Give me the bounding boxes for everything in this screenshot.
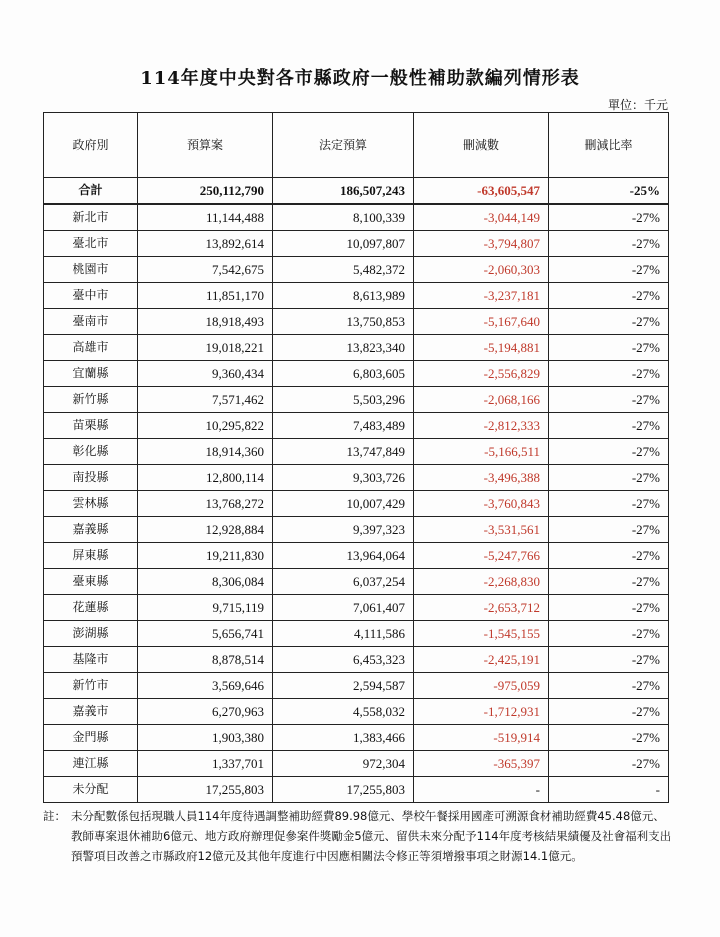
table-row (44, 309, 669, 335)
header-row (44, 113, 669, 178)
table-row (44, 491, 669, 517)
table-row (44, 361, 669, 387)
row-name: 嘉義縣 (44, 517, 138, 543)
row-cut: -2,068,166 (414, 387, 549, 413)
row-name: 澎湖縣 (44, 621, 138, 647)
header-cut: 刪減數 (414, 113, 549, 178)
row-proposed: 1,337,701 (138, 751, 273, 777)
row-name: 臺南市 (44, 309, 138, 335)
row-cut: -2,812,333 (414, 413, 549, 439)
row-ratio: -27% (549, 335, 669, 361)
row-name: 未分配 (44, 777, 138, 803)
row-ratio: -27% (549, 387, 669, 413)
row-cut: -3,794,807 (414, 231, 549, 257)
row-cut: -975,059 (414, 673, 549, 699)
row-statutory: 13,964,064 (273, 543, 414, 569)
row-cut: -3,760,843 (414, 491, 549, 517)
row-name: 嘉義市 (44, 699, 138, 725)
row-ratio: -27% (549, 725, 669, 751)
row-ratio: -27% (549, 257, 669, 283)
table-row (44, 699, 669, 725)
total-cut: -63,605,547 (414, 178, 549, 205)
row-name: 雲林縣 (44, 491, 138, 517)
table-row (44, 647, 669, 673)
row-statutory: 7,061,407 (273, 595, 414, 621)
row-statutory: 17,255,803 (273, 777, 414, 803)
row-name: 桃園市 (44, 257, 138, 283)
row-name: 苗栗縣 (44, 413, 138, 439)
row-statutory: 9,303,726 (273, 465, 414, 491)
footnote-label: 註： (43, 809, 66, 823)
row-name: 高雄市 (44, 335, 138, 361)
row-statutory: 5,503,296 (273, 387, 414, 413)
row-ratio: -27% (549, 413, 669, 439)
table-row (44, 204, 669, 231)
row-proposed: 7,542,675 (138, 257, 273, 283)
table-row (44, 439, 669, 465)
row-ratio: -27% (549, 309, 669, 335)
table-row (44, 283, 669, 309)
row-proposed: 9,360,434 (138, 361, 273, 387)
row-proposed: 1,903,380 (138, 725, 273, 751)
table-row (44, 387, 669, 413)
row-statutory: 13,747,849 (273, 439, 414, 465)
table-row (44, 413, 669, 439)
table-row (44, 335, 669, 361)
row-cut: -3,496,388 (414, 465, 549, 491)
row-name: 金門縣 (44, 725, 138, 751)
row-name: 新竹市 (44, 673, 138, 699)
row-statutory: 8,100,339 (273, 204, 414, 231)
row-ratio: -27% (549, 543, 669, 569)
row-ratio: -27% (549, 595, 669, 621)
row-statutory: 13,823,340 (273, 335, 414, 361)
row-statutory: 10,007,429 (273, 491, 414, 517)
row-statutory: 1,383,466 (273, 725, 414, 751)
table-header (44, 113, 669, 178)
total-ratio: -25% (549, 178, 669, 205)
row-name: 屏東縣 (44, 543, 138, 569)
row-ratio: -27% (549, 491, 669, 517)
row-proposed: 13,892,614 (138, 231, 273, 257)
row-statutory: 7,483,489 (273, 413, 414, 439)
row-statutory: 6,037,254 (273, 569, 414, 595)
row-statutory: 6,803,605 (273, 361, 414, 387)
row-cut: -2,653,712 (414, 595, 549, 621)
row-proposed: 12,928,884 (138, 517, 273, 543)
row-statutory: 972,304 (273, 751, 414, 777)
row-proposed: 6,270,963 (138, 699, 273, 725)
row-ratio: -27% (549, 621, 669, 647)
row-proposed: 18,914,360 (138, 439, 273, 465)
footnote-text: 未分配數係包括現職人員114年度待遇調整補助經費89.98億元、學校午餐採用國產可溯源食材補助經費45.48億元、教師專案退休補助6億元、地方政府辦理促參案件獎勵金5億元、留供未來分配予114年度考核結果績優及社會福利支出預警項目改善之市縣政府12億元及其他年度進行中因應相關法令修正等須增撥事項之財源14.1億元。 (71, 809, 672, 863)
row-statutory: 8,613,989 (273, 283, 414, 309)
row-cut: -2,556,829 (414, 361, 549, 387)
row-name: 花蓮縣 (44, 595, 138, 621)
row-statutory: 4,558,032 (273, 699, 414, 725)
row-name: 彰化縣 (44, 439, 138, 465)
table-row (44, 595, 669, 621)
row-cut: -2,268,830 (414, 569, 549, 595)
row-proposed: 12,800,114 (138, 465, 273, 491)
unit-label: 單位：千元 (607, 98, 668, 112)
row-cut: -2,425,191 (414, 647, 549, 673)
budget-table (43, 112, 669, 803)
row-name: 連江縣 (44, 751, 138, 777)
row-ratio: -27% (549, 361, 669, 387)
table-row (44, 231, 669, 257)
table-row (44, 257, 669, 283)
row-proposed: 18,918,493 (138, 309, 273, 335)
row-ratio: -27% (549, 751, 669, 777)
row-name: 臺中市 (44, 283, 138, 309)
row-cut: -3,531,561 (414, 517, 549, 543)
row-name: 基隆市 (44, 647, 138, 673)
row-cut: -3,044,149 (414, 204, 549, 231)
total-proposed: 250,112,790 (138, 178, 273, 205)
row-cut: -519,914 (414, 725, 549, 751)
table-row (44, 751, 669, 777)
row-cut: -3,237,181 (414, 283, 549, 309)
table-row (44, 673, 669, 699)
row-proposed: 9,715,119 (138, 595, 273, 621)
row-name: 南投縣 (44, 465, 138, 491)
row-proposed: 13,768,272 (138, 491, 273, 517)
table-body (44, 178, 669, 803)
table-row (44, 517, 669, 543)
row-proposed: 8,306,084 (138, 569, 273, 595)
row-name: 宜蘭縣 (44, 361, 138, 387)
table-row (44, 621, 669, 647)
row-name: 臺東縣 (44, 569, 138, 595)
row-proposed: 10,295,822 (138, 413, 273, 439)
row-statutory: 5,482,372 (273, 257, 414, 283)
row-ratio: -27% (549, 204, 669, 231)
row-statutory: 6,453,323 (273, 647, 414, 673)
total-name: 合計 (44, 178, 138, 205)
table-row (44, 725, 669, 751)
row-ratio: -27% (549, 283, 669, 309)
row-cut: -5,167,640 (414, 309, 549, 335)
row-cut: -5,194,881 (414, 335, 549, 361)
row-proposed: 19,211,830 (138, 543, 273, 569)
row-cut: -2,060,303 (414, 257, 549, 283)
row-proposed: 11,851,170 (138, 283, 273, 309)
row-ratio: -27% (549, 647, 669, 673)
table-row (44, 543, 669, 569)
total-row (44, 178, 669, 205)
row-ratio: -27% (549, 517, 669, 543)
row-proposed: 5,656,741 (138, 621, 273, 647)
row-ratio: -27% (549, 699, 669, 725)
row-statutory: 4,111,586 (273, 621, 414, 647)
total-statutory: 186,507,243 (273, 178, 414, 205)
row-name: 新北市 (44, 204, 138, 231)
page-title: 114年度中央對各市縣政府一般性補助款編列情形表 (140, 68, 580, 89)
row-proposed: 7,571,462 (138, 387, 273, 413)
row-proposed: 19,018,221 (138, 335, 273, 361)
row-ratio: - (549, 777, 669, 803)
row-proposed: 17,255,803 (138, 777, 273, 803)
row-ratio: -27% (549, 439, 669, 465)
row-cut: - (414, 777, 549, 803)
row-name: 臺北市 (44, 231, 138, 257)
row-ratio: -27% (549, 465, 669, 491)
row-statutory: 10,097,807 (273, 231, 414, 257)
row-ratio: -27% (549, 569, 669, 595)
table-row (44, 569, 669, 595)
row-proposed: 3,569,646 (138, 673, 273, 699)
table-row (44, 777, 669, 803)
row-proposed: 8,878,514 (138, 647, 273, 673)
row-statutory: 9,397,323 (273, 517, 414, 543)
row-cut: -1,712,931 (414, 699, 549, 725)
row-cut: -5,166,511 (414, 439, 549, 465)
footnote (43, 806, 673, 866)
row-name: 新竹縣 (44, 387, 138, 413)
row-proposed: 11,144,488 (138, 204, 273, 231)
header-government: 政府別 (44, 113, 138, 178)
header-ratio: 刪減比率 (549, 113, 669, 178)
row-cut: -5,247,766 (414, 543, 549, 569)
row-cut: -1,545,155 (414, 621, 549, 647)
row-statutory: 13,750,853 (273, 309, 414, 335)
row-ratio: -27% (549, 673, 669, 699)
table-row (44, 465, 669, 491)
header-proposed: 預算案 (138, 113, 273, 178)
row-cut: -365,397 (414, 751, 549, 777)
header-statutory: 法定預算 (273, 113, 414, 178)
row-ratio: -27% (549, 231, 669, 257)
row-statutory: 2,594,587 (273, 673, 414, 699)
